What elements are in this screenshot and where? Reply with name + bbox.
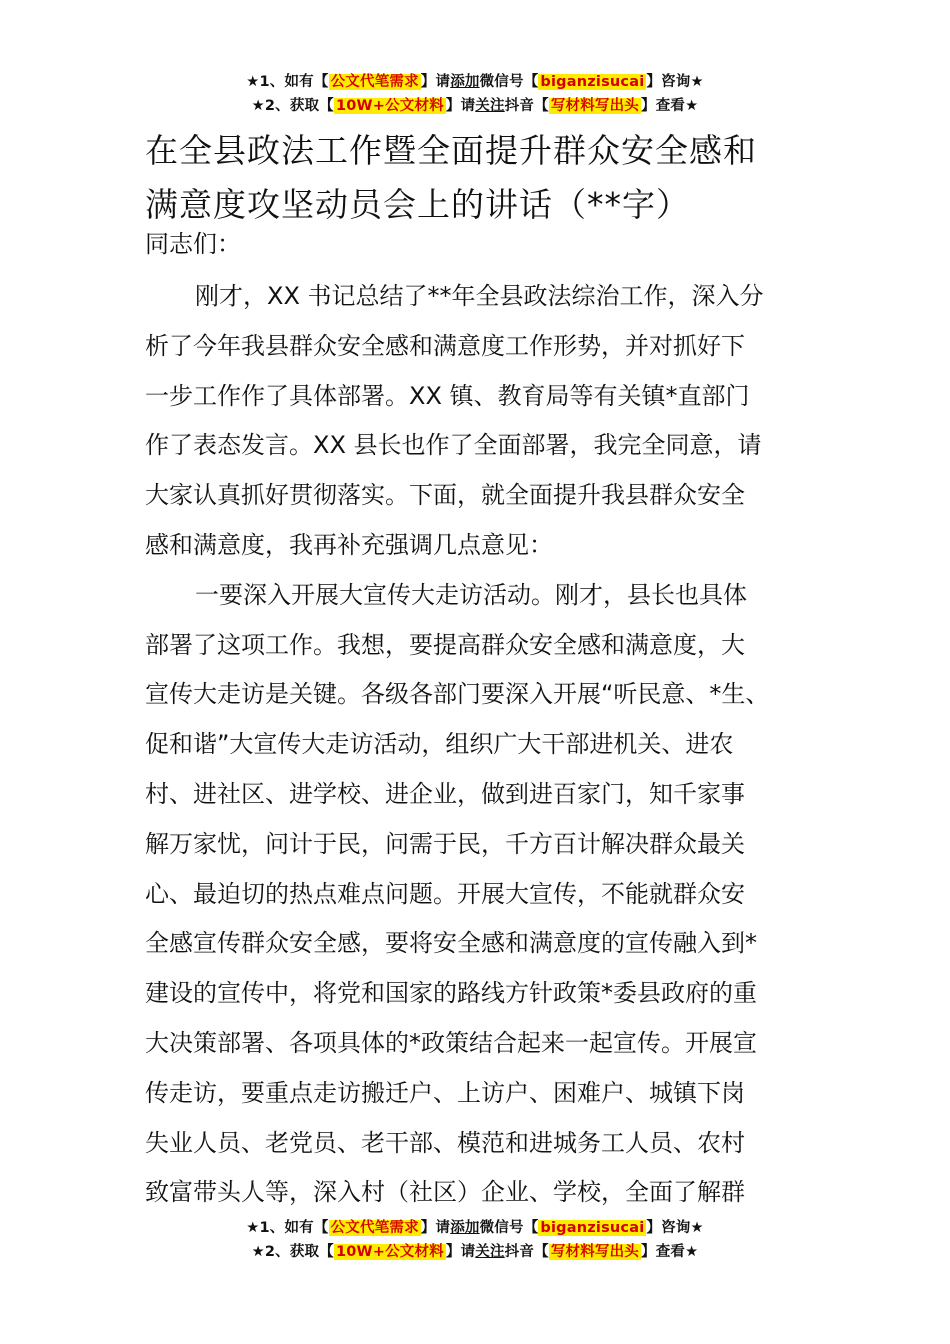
highlight-materials: 10W+公文材料 bbox=[335, 98, 444, 114]
document-body bbox=[145, 274, 815, 1220]
body-line: 宣传大走访是关键。各级各部门要深入开展“听民意、*生、 bbox=[145, 680, 770, 709]
body-line: 感和满意度，我再补充强调几点意见： bbox=[145, 530, 553, 559]
body-line: 心、最迫切的热点难点问题。开展大宣传，不能就群众安 bbox=[145, 879, 745, 908]
body-line: 解万家忧，问计于民，问需于民，千方百计解决群众最关 bbox=[145, 829, 745, 858]
body-line: 刚才，XX 书记总结了**年全县政法综治工作，深入分 bbox=[195, 282, 764, 310]
body-line: 建设的宣传中，将党和国家的路线方针政策*委县政府的重 bbox=[145, 979, 757, 1008]
body-line: 一要深入开展大宣传大走访活动。刚才，县长也具体 bbox=[195, 580, 747, 609]
body-line: 村、进社区、进学校、进企业，做到进百家门，知千家事 bbox=[145, 779, 745, 808]
body-line: 传走访，要重点走访搬迁户、上访户、困难户、城镇下岗 bbox=[145, 1078, 745, 1107]
body-line: 促和谐”大宣传大走访活动，组织广大干部进机关、进农 bbox=[145, 730, 734, 759]
body-line: 致富带头人等，深入村（社区）企业、学校，全面了解群 bbox=[145, 1178, 745, 1207]
body-line: 析了今年我县群众安全感和满意度工作形势，并对抓好下 bbox=[145, 331, 745, 360]
highlight-douyin-account: 写材料写出头 bbox=[550, 1244, 640, 1260]
highlight-service: 公文代笔需求 bbox=[330, 1220, 419, 1236]
body-line: 部署了这项工作。我想，要提高群众安全感和满意度，大 bbox=[145, 630, 745, 659]
body-line: 大家认真抓好贯彻落实。下面，就全面提升我县群众安全 bbox=[145, 481, 745, 510]
promo-line-1: ★1、如有【 公文代笔需求 】请添加微信号【 biganzisucai 】咨询★ bbox=[246, 74, 704, 90]
highlight-wechat-id: biganzisucai bbox=[540, 74, 645, 90]
promo-line-2: ★2、获取【 10W+公文材料 】请关注抖音【 写材料写出头 】查看★ bbox=[251, 1244, 699, 1260]
body-line: 失业人员、老党员、老干部、模范和进城务工人员、农村 bbox=[145, 1128, 745, 1157]
footer-promo-banner bbox=[0, 1216, 950, 1264]
title-line-2: 满意度攻坚动员会上的讲话（**字） bbox=[145, 185, 690, 224]
body-line: 一步工作作了具体部署。XX 镇、教育局等有关镇*直部门 bbox=[145, 381, 750, 410]
body-line: 大决策部署、各项具体的*政策结合起来一起宣传。开展宣 bbox=[145, 1028, 757, 1057]
salutation: 同志们： bbox=[145, 230, 241, 258]
promo-line-2: ★2、获取【 10W+公文材料 】请关注抖音【 写材料写出头 】查看★ bbox=[251, 98, 699, 114]
body-line: 全感宣传群众安全感，要将安全感和满意度的宣传融入到* bbox=[145, 929, 757, 958]
highlight-douyin-account: 写材料写出头 bbox=[550, 98, 640, 114]
document-title bbox=[145, 124, 825, 232]
promo-line-1: ★1、如有【 公文代笔需求 】请添加微信号【 biganzisucai 】咨询★ bbox=[246, 1220, 704, 1236]
title-line-1: 在全县政法工作暨全面提升群众安全感和 bbox=[145, 131, 757, 170]
body-line: 作了表态发言。XX 县长也作了全面部署，我完全同意，请 bbox=[145, 431, 762, 460]
highlight-service: 公文代笔需求 bbox=[330, 74, 419, 90]
highlight-wechat-id: biganzisucai bbox=[540, 1220, 645, 1236]
highlight-materials: 10W+公文材料 bbox=[335, 1244, 444, 1260]
header-promo-banner bbox=[0, 70, 950, 118]
